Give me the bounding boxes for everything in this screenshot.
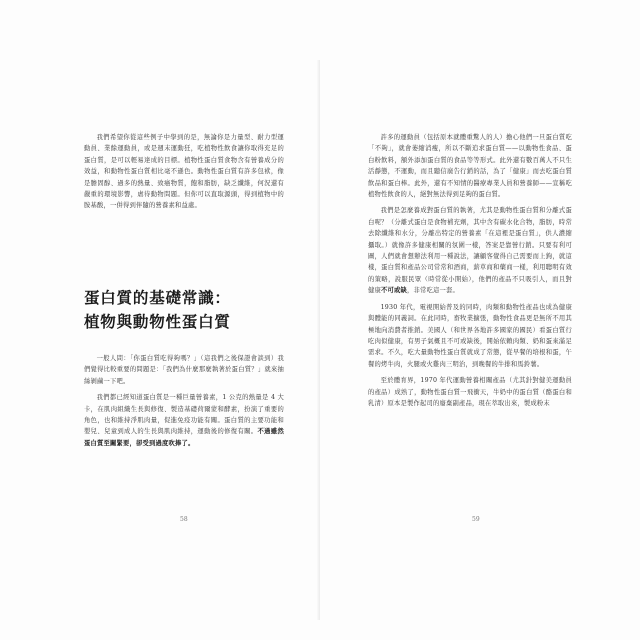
protein-text: 我們都已經知道蛋白質是一種巨量營養素，1 公克的熱量是 4 大卡，在肌肉組織生長與修復、製造基礎荷爾蒙和酵素，扮演了重要的角色，也和維持淨肌肉量，促進免疫功能有關。蛋白質的主要功能和嬰兒、兒童到成人的生長與肌肉維持，運動後的修復有關。: [84, 394, 284, 436]
right-paragraph-4: 至於體育界，1970 年代運動營養相關產品（尤其針對健美運動員的產品）成熟了，動物性蛋白質一飛衝天，牛奶中的蛋白質（酪蛋白和乳清）原本是製作起司的廢棄副產品，現在萃取出來，製成粉末: [368, 377, 572, 407]
section-heading: [84, 286, 284, 334]
protein-bold-text: 不過雖然蛋白質至關緊要，卻受到過度吹捧了。: [84, 428, 284, 447]
p2-text-a: 我們是怎麼養成對蛋白質的執著，尤其是動物性蛋白質和分離式蛋白呢？（分離式蛋白是食物補充劑，其中含有碳水化合物，脂肪，時常去除纖維和水分，分離出特定的營養素「在這裡是蛋白質」，供人濃縮攝取。）就像許多健康相關的氛圍一樣，答案是靠營行銷。只要有利可圖，人們就會想辦法利用一種說法，讓顧客覺得自己需要而上鉤，就這樣，蛋白質和產品公司常常和酒商，薪草商和藥商一樣，利用聰明有效的策略，說服民眾（時常從小開始），他們的產品不只吸引人，而且對健康: [368, 207, 572, 295]
right-paragraph-3: 1930 年代，電視開始普及的同時，肉類和動物性產品也成為健康與體能的同義詞。在此同時，畜牧業擴張，動物性食品更是無所不用其極地向消費者推銷。美國人（和世界各地許多國家的國民）看蛋白質行吃肉似健康，有男子氣概且不可或缺後，開始依賴肉類、奶和蛋來滿足需求。不久，吃大量動物性蛋白質就成了常態，從早餐的培根和蛋，午餐的烤牛肉，火腿或火雞肉三明治，到晚餐的牛排和馬鈴薯。: [368, 303, 572, 368]
heading-line-1: 蛋白質的基礎常識：: [84, 288, 231, 307]
right-paragraph-1: 許多的運動員（包括原本就體重驚人的人）擔心他們一旦蛋白質吃「不夠」，就會萎縮消瘦，所以不斷追求蛋白質——以動物性食品、蛋白粉飲料，額外添加蛋白質的食品等等形式。此外還有數百萬人不只生活靜態，不運動，而且聽信廣告行銷的話，為了「健康」而去吃蛋白質飲品和蛋白棒。此外，還有不知情的醫療專業人員和營養師——宣稱吃植物性飲食的人，絕對無法得到足夠的蛋白質。: [368, 134, 572, 199]
heading-line-2: 植物與動物性蛋白質: [84, 312, 231, 331]
page-number-right: 59: [472, 516, 480, 523]
page-number-left: 58: [180, 516, 188, 523]
intro-text-block: [84, 132, 284, 217]
intro-paragraph: 我們希望你從這些例子中學到的是，無論你是力量型、耐力型運動員、業餘運動員，或是週末運動狂，吃植物性飲食讓你取得充足的蛋白質，是可以輕易達成的目標。植物性蛋白質食物含有營養成分的效益，和動物性蛋白質相比毫不遜色。動物性蛋白質有許多包袱，像是膽固醇、過多的熱量、致癌物質，飽和脂肪，缺乏纖維，何況還有嚴重的環境影響，虐待動物問題。但你可以直取源頭，得到植物中的胺基酸，一併得到伴隨的營養素和益處。: [84, 134, 284, 210]
right-page: [320, 0, 640, 640]
p2-text-b: ，非常吃這一套。: [407, 287, 459, 295]
p2-bold-text: 不可或缺: [381, 287, 407, 295]
basics-text-block: [84, 353, 284, 454]
right-text-block: [368, 132, 572, 414]
protein-paragraph: [84, 392, 284, 449]
question-paragraph: 一般人問：「你蛋白質吃得夠嗎？」（這我們之後保證會談到）我們覺得比較重要的問題是：「我們為什麼那麼執著於蛋白質？」就來抽絲剝繭一下吧。: [84, 355, 284, 385]
right-paragraph-2: [368, 205, 572, 296]
